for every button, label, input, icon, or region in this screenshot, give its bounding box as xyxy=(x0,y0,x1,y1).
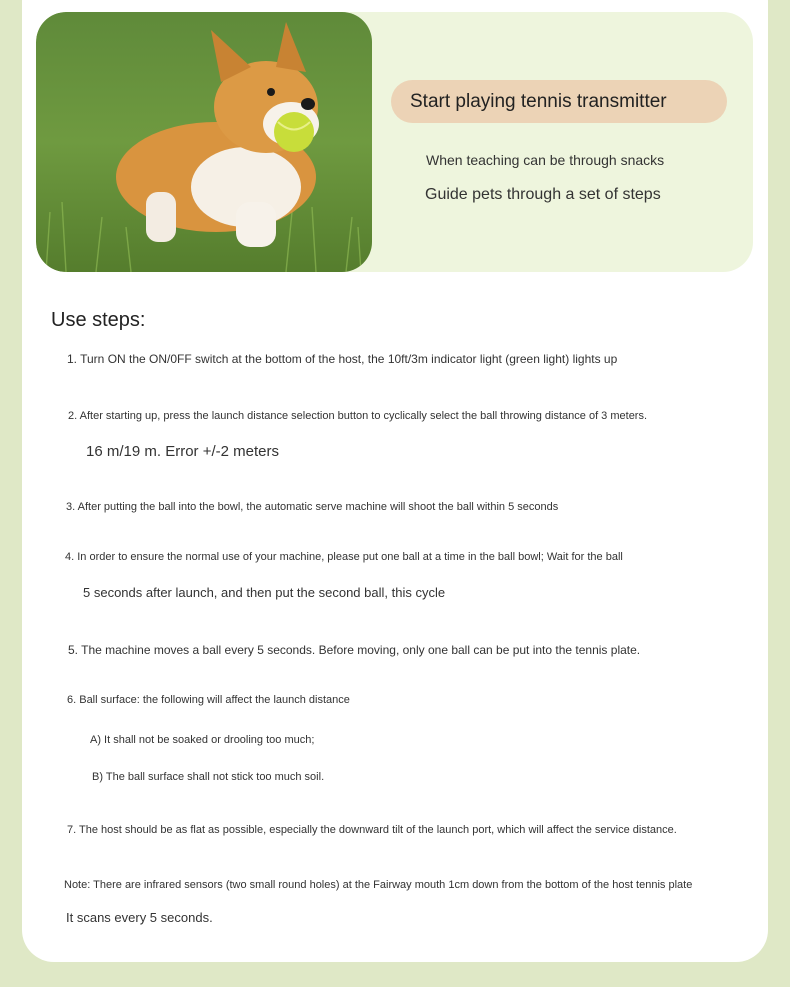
step-1: 1. Turn ON the ON/0FF switch at the bottom of the host, the 10ft/3m indicator light (green light) lights up xyxy=(67,352,618,366)
title-pill-text: Start playing tennis transmitter xyxy=(410,90,667,112)
corgi-with-ball-image xyxy=(36,12,372,272)
step-7: 7. The host should be as flat as possible, especially the downward tilt of the launch port, which will affect the service distance. xyxy=(67,824,677,836)
step-4-continued: 5 seconds after launch, and then put the second ball, this cycle xyxy=(83,585,446,600)
steps-heading: Use steps: xyxy=(51,309,146,331)
hero-subtitle-1: When teaching can be through snacks xyxy=(426,152,665,168)
step-3: 3. After putting the ball into the bowl, the automatic serve machine will shoot the ball within 5 seconds xyxy=(66,501,559,513)
title-pill xyxy=(391,80,727,123)
step-4: 4. In order to ensure the normal use of your machine, please put one ball at a time in the ball bowl; Wait for the ball xyxy=(65,551,623,563)
step-6-item-b: B) The ball surface shall not stick too much soil. xyxy=(92,771,325,783)
corgi-photo xyxy=(36,12,372,272)
step-6: 6. Ball surface: the following will affect the launch distance xyxy=(67,694,350,706)
step-2-continued: 16 m/19 m. Error +/-2 meters xyxy=(86,443,279,460)
step-2: 2. After starting up, press the launch distance selection button to cyclically select the ball throwing distance of 3 meters. xyxy=(68,410,648,422)
sensor-note-continued: It scans every 5 seconds. xyxy=(66,910,213,925)
hero-subtitle-2: Guide pets through a set of steps xyxy=(425,186,661,203)
step-6-item-a: A) It shall not be soaked or drooling too much; xyxy=(90,734,315,746)
hero-banner xyxy=(36,12,753,272)
sensor-note: Note: There are infrared sensors (two small round holes) at the Fairway mouth 1cm down from the bottom of the host tennis plate xyxy=(64,879,693,891)
step-5: 5. The machine moves a ball every 5 seconds. Before moving, only one ball can be put into the tennis plate. xyxy=(68,643,641,657)
